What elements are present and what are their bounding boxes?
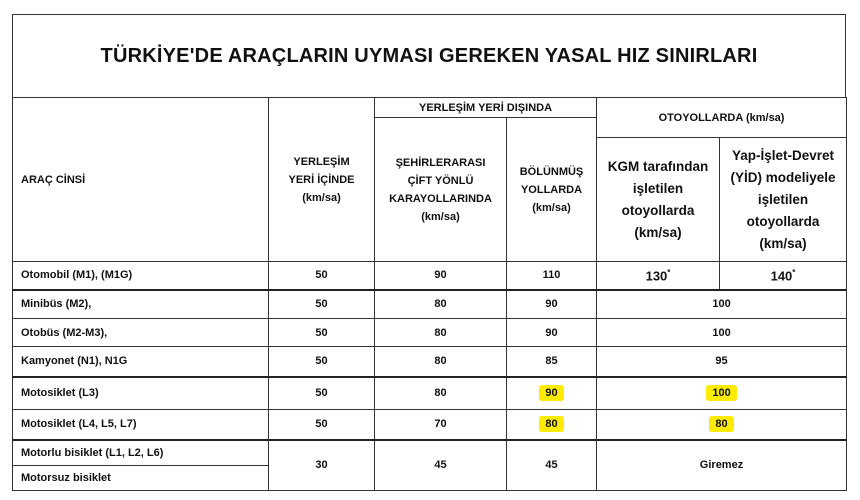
cell-intercity: 80 [375, 319, 507, 347]
header-intercity: ŞEHİRLERARASI ÇİFT YÖNLÜ KARAYOLLARINDA (km/sa) [375, 118, 507, 262]
cell-divided: 90 [507, 290, 597, 319]
table-row [13, 440, 847, 491]
header-urban: YERLEŞİM YERİ İÇİNDE (km/sa) [269, 98, 375, 262]
cell-intercity: 70 [375, 410, 507, 440]
cell-urban: 50 [269, 290, 375, 319]
cell-intercity: 80 [375, 377, 507, 410]
cell-divided: 45 [507, 440, 597, 491]
cell-yid: 140* [720, 262, 847, 290]
speed-limit-table [12, 97, 847, 491]
cell-urban: 50 [269, 347, 375, 377]
row-label: Motorlu bisiklet (L1, L2, L6) [13, 441, 268, 466]
cell-divided: 110 [507, 262, 597, 290]
cell-divided [507, 410, 597, 440]
cell-kgm: 130* [597, 262, 720, 290]
cell-divided: 85 [507, 347, 597, 377]
title-box [12, 14, 846, 98]
speed-limits-document [12, 14, 846, 488]
row-label: Motosiklet (L3) [13, 377, 269, 410]
row-label: Motosiklet (L4, L5, L7) [13, 410, 269, 440]
cell-motorway [597, 377, 847, 410]
highlight-marker: 80 [539, 416, 563, 432]
cell-motorway [597, 410, 847, 440]
page-title: TÜRKİYE'DE ARAÇLARIN UYMASI GEREKEN YASAL HIZ SINIRLARI [100, 44, 758, 67]
cell-intercity: 80 [375, 347, 507, 377]
cell-divided [507, 377, 597, 410]
cell-intercity: 90 [375, 262, 507, 290]
table-row [13, 377, 847, 410]
cell-motorway: 100 [597, 290, 847, 319]
table-row [13, 347, 847, 377]
cell-intercity: 80 [375, 290, 507, 319]
highlight-marker: 80 [709, 416, 733, 432]
row-label: Otobüs (M2-M3), [13, 319, 269, 347]
cell-motorway: 95 [597, 347, 847, 377]
row-label: Minibüs (M2), [13, 290, 269, 319]
header-motorways: OTOYOLLARDA (km/sa) [597, 98, 847, 138]
table-row [13, 410, 847, 440]
cell-urban: 50 [269, 377, 375, 410]
cell-motorway: 100 [597, 319, 847, 347]
cell-motorway: Giremez [597, 440, 847, 491]
cell-urban: 50 [269, 262, 375, 290]
table-row [13, 262, 847, 290]
cell-intercity: 45 [375, 440, 507, 491]
row-label: Kamyonet (N1), N1G [13, 347, 269, 377]
highlight-marker: 100 [706, 385, 736, 401]
cell-urban: 50 [269, 319, 375, 347]
header-vehicle-type: ARAÇ CİNSİ [13, 98, 269, 262]
header-divided-roads: BÖLÜNMÜŞ YOLLARDA (km/sa) [507, 118, 597, 262]
table-row [13, 290, 847, 319]
row-label-split [13, 440, 269, 491]
header-outside-settlement: YERLEŞİM YERİ DIŞINDA [375, 98, 597, 118]
row-label: Otomobil (M1), (M1G) [13, 262, 269, 290]
cell-urban: 50 [269, 410, 375, 440]
table-row [13, 319, 847, 347]
header-yid-motorways: Yap-İşlet-Devret (YİD) modeliyele işletilen otoyollarda (km/sa) [720, 138, 847, 262]
highlight-marker: 90 [539, 385, 563, 401]
cell-urban: 30 [269, 440, 375, 491]
cell-divided: 90 [507, 319, 597, 347]
header-kgm-motorways: KGM tarafından işletilen otoyollarda (km/sa) [597, 138, 720, 262]
row-label: Motorsuz bisiklet [21, 471, 111, 484]
